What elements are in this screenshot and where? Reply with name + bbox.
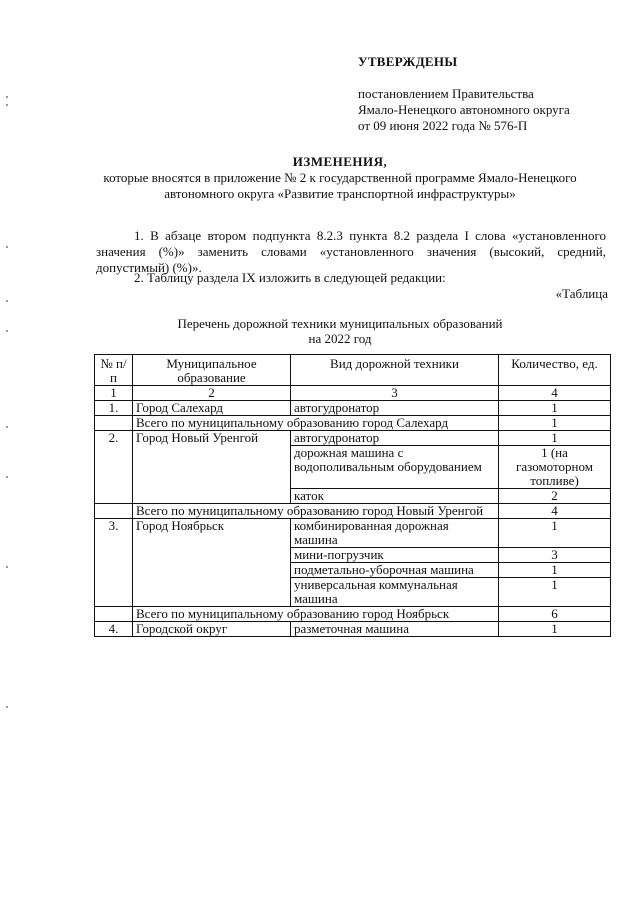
equipment-type-cell: подметально-уборочная машина bbox=[291, 563, 499, 578]
road-equipment-table bbox=[94, 354, 611, 637]
quantity-cell: 3 bbox=[499, 548, 611, 563]
table-caption bbox=[120, 316, 560, 346]
table-caption-line: Перечень дорожной техники муниципальных образований bbox=[177, 316, 503, 331]
equipment-type-cell: комбинированная дорожная машина bbox=[291, 519, 499, 548]
table-row bbox=[95, 519, 611, 548]
quantity-cell: 6 bbox=[499, 607, 611, 622]
document-subtitle: которые вносятся в приложение № 2 к государственной программе Ямало-Ненецкого автономного округа «Развитие транспортной инфраструктуры» bbox=[103, 170, 577, 201]
table-total-row bbox=[95, 504, 611, 519]
header-cell: Количество, ед. bbox=[499, 355, 611, 386]
quantity-cell: 1 bbox=[499, 416, 611, 431]
row-number: 3. bbox=[95, 519, 133, 607]
table-caption-line: на 2022 год bbox=[308, 331, 372, 346]
total-label-cell: Всего по муниципальному образованию город Ноябрьск bbox=[133, 607, 499, 622]
table-label: «Таблица bbox=[555, 286, 608, 301]
table-row bbox=[95, 622, 611, 637]
quantity-cell: 1 bbox=[499, 401, 611, 416]
empty-cell bbox=[95, 504, 133, 519]
document-title: ИЗМЕНЕНИЯ, bbox=[292, 154, 388, 169]
empty-cell bbox=[95, 607, 133, 622]
paragraph-2: 2. Таблицу раздела IX изложить в следующей редакции: bbox=[134, 270, 446, 285]
table-total-row bbox=[95, 607, 611, 622]
quantity-cell: 1 bbox=[499, 519, 611, 548]
approval-line: постановлением Правительства bbox=[358, 86, 534, 101]
municipality-cell: Город Новый Уренгой bbox=[133, 431, 291, 504]
municipality-cell: Город Ноябрьск bbox=[133, 519, 291, 607]
equipment-type-cell: дорожная машина с водополивальным оборудованием bbox=[291, 446, 499, 489]
header-cell: № п/п bbox=[95, 355, 133, 386]
quantity-cell: 1 bbox=[499, 578, 611, 607]
row-number: 1. bbox=[95, 401, 133, 416]
table-total-row bbox=[95, 416, 611, 431]
scan-margin-marks bbox=[6, 0, 9, 905]
empty-cell bbox=[95, 416, 133, 431]
quantity-cell: 1 (на газомоторном топливе) bbox=[499, 446, 611, 489]
total-label-cell: Всего по муниципальному образованию город Новый Уренгой bbox=[133, 504, 499, 519]
table-row bbox=[95, 431, 611, 446]
equipment-type-cell: универсальная коммунальная машина bbox=[291, 578, 499, 607]
municipality-cell: Городской округ bbox=[133, 622, 291, 637]
equipment-type-cell: разметочная машина bbox=[291, 622, 499, 637]
municipality-cell: Город Салехард bbox=[133, 401, 291, 416]
row-number: 2. bbox=[95, 431, 133, 504]
equipment-type-cell: автогудронатор bbox=[291, 431, 499, 446]
equipment-type-cell: мини-погрузчик bbox=[291, 548, 499, 563]
table-number-row bbox=[95, 386, 611, 401]
quantity-cell: 1 bbox=[499, 431, 611, 446]
header-cell: Вид дорожной техники bbox=[291, 355, 499, 386]
total-label-cell: Всего по муниципальному образованию город Салехард bbox=[133, 416, 499, 431]
row-number: 4. bbox=[95, 622, 133, 637]
quantity-cell: 1 bbox=[499, 563, 611, 578]
equipment-type-cell: автогудронатор bbox=[291, 401, 499, 416]
table-header-row bbox=[95, 355, 611, 386]
column-number: 2 bbox=[133, 386, 291, 401]
quantity-cell: 1 bbox=[499, 622, 611, 637]
quantity-cell: 2 bbox=[499, 489, 611, 504]
approval-title: УТВЕРЖДЕНЫ bbox=[358, 54, 458, 69]
column-number: 4 bbox=[499, 386, 611, 401]
paragraph-1: 1. В абзаце втором подпункта 8.2.3 пункта 8.2 раздела I слова «установленного значения (%)» заменить словами «установленного значения (высокий, средний, допустимый) (%)». bbox=[96, 228, 606, 275]
approval-line: от 09 июня 2022 года № 576-П bbox=[358, 118, 528, 133]
header-cell: Муниципальное образование bbox=[133, 355, 291, 386]
column-number: 1 bbox=[95, 386, 133, 401]
table-row bbox=[95, 401, 611, 416]
column-number: 3 bbox=[291, 386, 499, 401]
document-heading bbox=[100, 154, 580, 202]
approval-block bbox=[358, 54, 628, 134]
quantity-cell: 4 bbox=[499, 504, 611, 519]
equipment-type-cell: каток bbox=[291, 489, 499, 504]
approval-line: Ямало-Ненецкого автономного округа bbox=[358, 102, 570, 117]
